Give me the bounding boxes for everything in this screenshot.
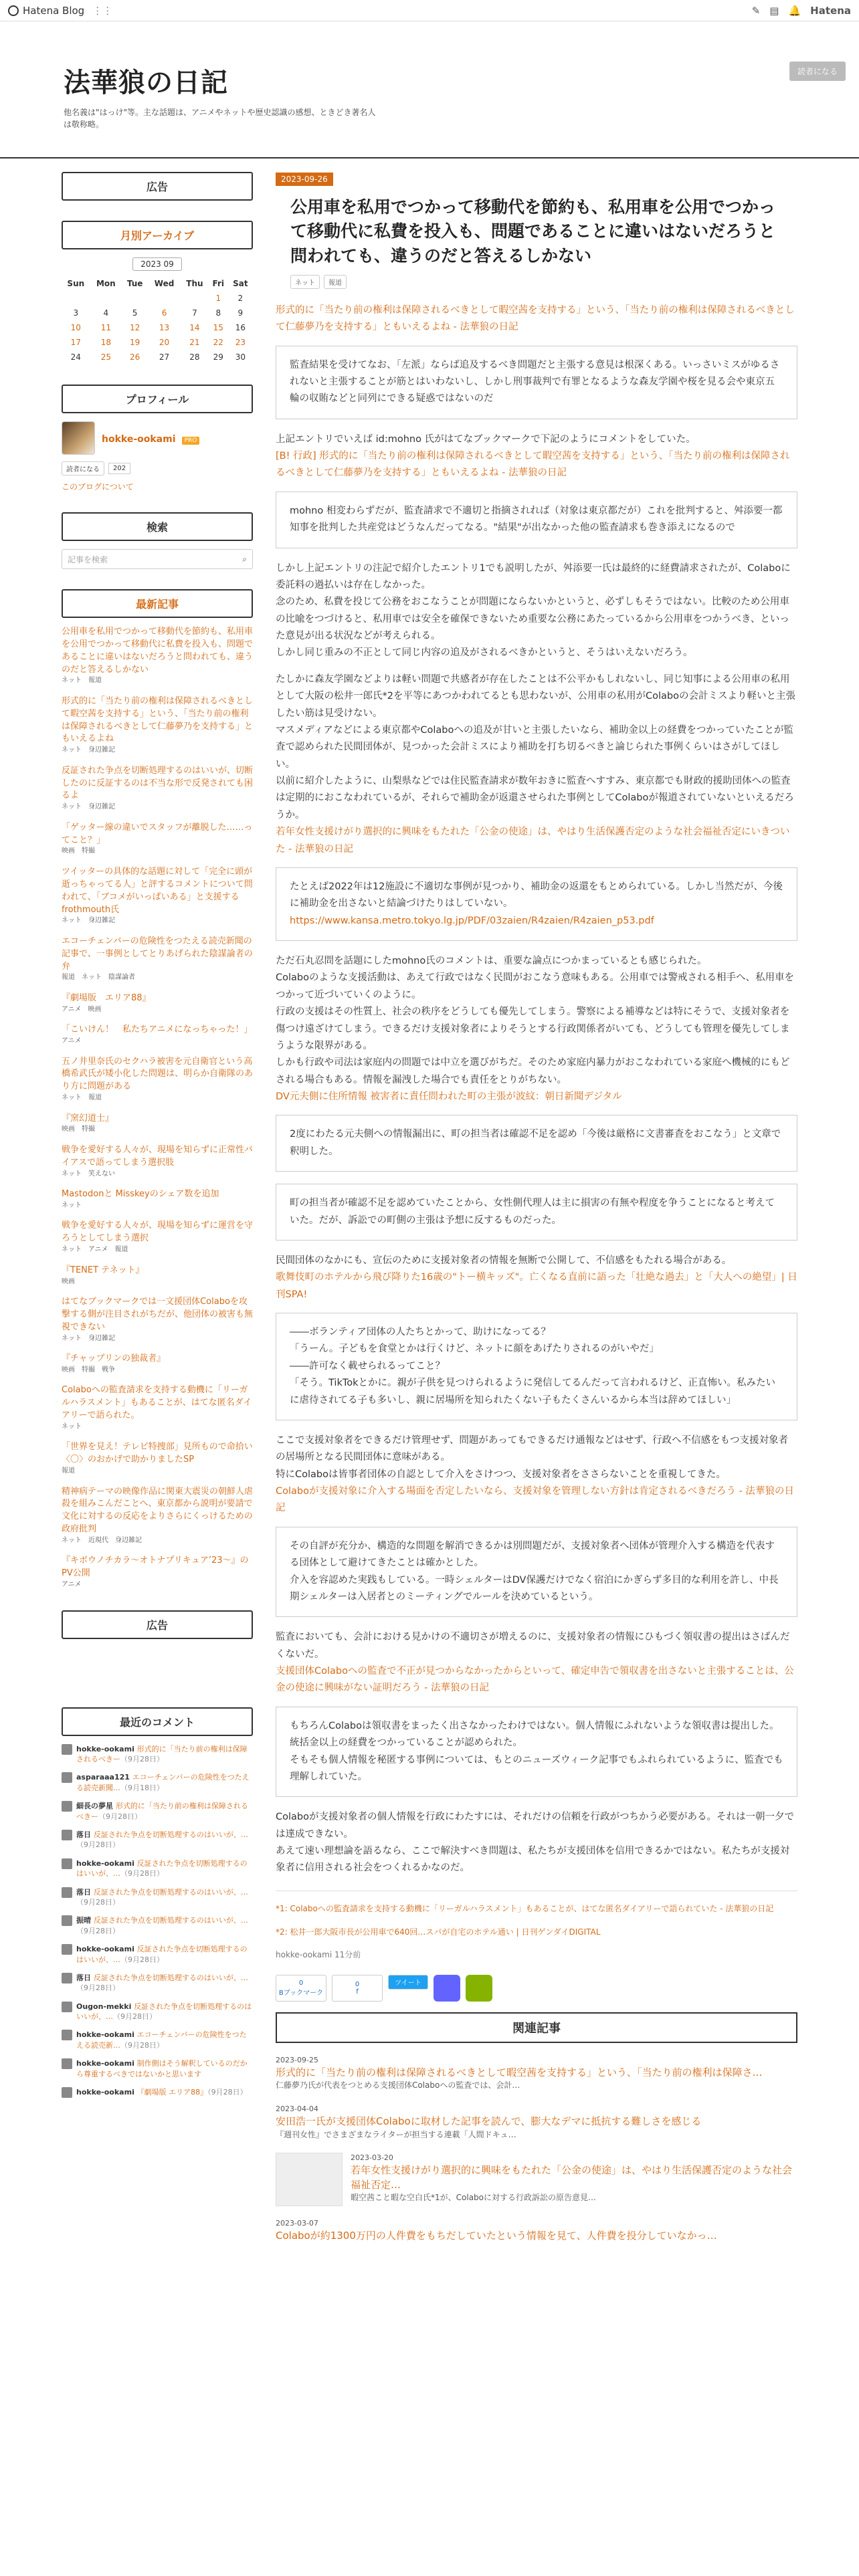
- profile-module: [62, 385, 253, 492]
- kansa-pdf-link[interactable]: https://www.kansa.metro.tokyo.lg.jp/PDF/03zaien/R4zaien/R4zaien_p53.pdf: [290, 915, 654, 926]
- calendar-day[interactable]: 29: [213, 352, 223, 362]
- hatena-blog-logo[interactable]: [8, 5, 112, 17]
- commenter-name[interactable]: 落日: [76, 1973, 94, 1982]
- recent-item[interactable]: [62, 1384, 253, 1432]
- comment-entry-link[interactable]: 反証された争点を切断処理するのはいいが、…: [76, 2002, 252, 2022]
- calendar-day-header: Sun: [67, 279, 85, 288]
- commenter-avatar-icon: [62, 2087, 72, 2098]
- related-title-link[interactable]: Colaboが約1300万円の人件費をもちだしていたという情報を見て、人件費を投分していなかっ…: [276, 2229, 717, 2242]
- ad2-module: [62, 1610, 253, 1687]
- recent-item-title[interactable]: 精神病テーマの映像作品に関東大震災の朝鮮人虐殺を組みこんだことへ、東京都から説明が要請で文化に対するの反応をよりさらにくっけるための政府批判: [62, 1486, 254, 1535]
- calendar-day: [90, 291, 122, 306]
- calendar-day[interactable]: 4: [103, 308, 109, 318]
- entry-tags: [276, 268, 797, 302]
- recent-item[interactable]: [62, 1441, 262, 1476]
- recent-item-cats[interactable]: ネット 報道: [62, 677, 102, 685]
- calendar-day[interactable]: 14: [189, 323, 200, 332]
- calendar-day[interactable]: 1: [215, 294, 221, 303]
- related-title-link[interactable]: 形式的に「当たり前の権利は保障されるべきとして暇空茜を支持する」という、「当たり前の権利は保障さ…: [276, 2066, 763, 2078]
- calendar-day[interactable]: 9: [237, 308, 244, 318]
- calendar-day[interactable]: 26: [129, 352, 140, 362]
- recent-item-title[interactable]: Colaboへの監査請求を支持する動機に「リーガルハラスメント」もあることが、はてな匿名ダイアリーで語られた。: [62, 1385, 252, 1421]
- entry-link-4[interactable]: 若年女性支援けがり選択的に興味をもたれた「公金の使途」は、やはり生活保護否定のような社会福祉否定にいきついた - 法華狼の日記: [276, 827, 790, 855]
- recent-item[interactable]: [62, 1024, 253, 1046]
- archive-month-select[interactable]: 2023 09: [132, 257, 182, 271]
- pro-badge: PRO: [182, 437, 200, 445]
- recent-item-cats[interactable]: ネット 身辺雑記: [62, 917, 115, 925]
- calendar-day-header: Tue: [126, 279, 143, 288]
- comment-date: （9月28日）: [120, 1955, 164, 1964]
- recent-item-title[interactable]: 「こいけん！ 私たちアニメになっちゃった！」: [62, 1025, 253, 1035]
- blockquote-8: もちろんColaboは領収書をまったく出さなかったわけではない。個人情報にふれないような領収書は提出した。統括金以上の経費をつかっていることが認められた。 そもそも個人情報を秘匿する事例については、もとのニューズウィーク記事でもふれられているように、監査でも理解しれていた。: [276, 1707, 797, 1798]
- related-title-link[interactable]: 若年女性支援けがり選択的に興味をもたれた「公金の使途」は、やはり生活保護否定のような社会福祉否定…: [351, 2163, 793, 2191]
- entry-footer: [276, 1949, 797, 1960]
- recent-item-title[interactable]: 『TENET テネット』: [62, 1265, 145, 1275]
- entry-ago[interactable]: 11分前: [334, 1949, 361, 1959]
- recent-title: 最新記事: [62, 589, 253, 618]
- comment-entry-link[interactable]: 反証された争点を切断処理するのはいいが、…: [76, 1945, 248, 1964]
- commenter-avatar-icon: [62, 1772, 72, 1783]
- related-title: 関連記事: [276, 2012, 797, 2043]
- entry-title[interactable]: 公用車を私用でつかって移動代を節約も、私用車を公用でつかって移動代に私費を投入も、問題であることに違いはないだろうと問われても、違うのだと答えるしかない: [290, 197, 776, 265]
- commenter-avatar-icon: [62, 1744, 72, 1755]
- related-item[interactable]: [276, 2055, 797, 2092]
- archive-module: [62, 221, 253, 364]
- sidebar: [62, 158, 262, 2575]
- calendar-day[interactable]: 3: [73, 308, 79, 318]
- recent-item-cats[interactable]: 報道 ネット 陰謀論者: [62, 974, 135, 982]
- calendar-day[interactable]: 18: [100, 338, 111, 347]
- recent-item[interactable]: [62, 1265, 253, 1287]
- recent-item[interactable]: [62, 695, 253, 756]
- related-thumbnail[interactable]: [276, 2153, 343, 2206]
- calendar-day[interactable]: 6: [161, 308, 167, 318]
- comment-item[interactable]: [62, 1801, 253, 1822]
- hatena-logo-icon: [8, 5, 19, 16]
- blockquote-2: mohno 相変わらずだが、監査請求で不適切と指摘されれば（対象は東京都だが）これを批判すると、舛添要一都知事を批判した共産党はどうなんだってなる。"結果"が出なかった他の監査請求も巻き添えになるので: [276, 492, 797, 548]
- comment-list: [62, 1744, 253, 2098]
- recent-item-title[interactable]: エコーチェンバーの危険性をつたえる読売新聞の記事で、一事例としてとりあげられた陰謀論者の弁: [62, 936, 253, 972]
- comment-entry-link[interactable]: 『劇場版 エリア88』: [136, 2088, 208, 2097]
- recent-item-title[interactable]: はてなブックマークでは一文援団体Colaboを攻撃する側が注目されがちだが、他団体の被害も無視できない: [62, 1297, 254, 1332]
- readers-count: 202: [108, 463, 130, 474]
- comment-date: （9月28日）: [207, 2088, 248, 2097]
- commenter-name[interactable]: 落日: [76, 1830, 94, 1839]
- calendar-day[interactable]: 27: [159, 352, 170, 362]
- recent-item-title[interactable]: 『キボウノチカラ〜オトナプリキュア’23〜』の PV公開: [62, 1555, 249, 1579]
- recent-item-title[interactable]: 戦争を愛好する人々が、現場を知らずに正常性バイアスで語ってしまう選択肢: [62, 1144, 254, 1168]
- recent-item[interactable]: [62, 1188, 253, 1210]
- calendar-day[interactable]: 5: [132, 308, 138, 318]
- recent-item[interactable]: [62, 765, 253, 813]
- related-item[interactable]: [276, 2104, 797, 2141]
- comment-date: （9月28日）: [76, 1983, 120, 1993]
- recent-item-title[interactable]: 「ゲッター線の違いでスタッフが離脱した……ってこと？」: [62, 822, 253, 845]
- edit-icon[interactable]: ✎: [751, 4, 761, 17]
- blockquote-6: ――ボランティア団体の人たちとかって、助けになってる？ 「うーん。子どもを食堂とかは行くけど、ネットに顔をあげたりされるのがいやだ」 ――許可なく載せられるってこと？ 「そう。TikTokとかに。親が子供を見つけられるように発信してるんだって言われるけど、正直怖い。私みたいに虐待されてる子も多いし、親に居場所を知られたくない子もたくさんいるから本当は辞めてほしい」: [276, 1313, 797, 1420]
- commenter-avatar-icon: [62, 1915, 72, 1926]
- calendar-day[interactable]: 28: [189, 352, 200, 362]
- recent-item[interactable]: [62, 1144, 253, 1179]
- comment-entry-link[interactable]: 制作側はそう解釈しているのだから尊重するべきではないかと思います: [76, 2059, 248, 2078]
- recent-item[interactable]: [62, 866, 253, 926]
- recent-item-cats[interactable]: ネット: [62, 1201, 82, 1209]
- related-title-link[interactable]: 安田浩一氏が支援団体Colaboに取材した記事を読んで、膨大なデマに抵抗する難しさを感じる: [276, 2115, 702, 2127]
- entry-link-7[interactable]: Colaboが支援対象に介入する場面を否定したいなら、支援対象を管理しない方針は肯定されるべきだろう - 法華狼の日記: [276, 1486, 794, 1514]
- recent-item-title[interactable]: ツイッターの具体的な話題に対して「完全に頭が逝っちゃってる人」と評するコメントについて問われて、「ブコメがいっぱいある」と支援するfrothmouth氏: [62, 866, 253, 915]
- commenter-avatar-icon: [62, 2058, 72, 2069]
- recent-item-cats[interactable]: アニメ 映画: [62, 1005, 102, 1013]
- comment-date: （9月18日）: [120, 1783, 164, 1792]
- top-bar: [0, 0, 859, 21]
- commenter-avatar-icon: [62, 1973, 72, 1983]
- commenter-name[interactable]: 落日: [76, 1887, 94, 1897]
- footnote-1[interactable]: *1: Colaboへの監査請求を支持する動機に「リーガルハラスメント」もあることが、はてな匿名ダイアリーで語られていた - 法華狼の日記: [276, 1903, 774, 1913]
- calendar-day[interactable]: 12: [129, 323, 140, 332]
- comment-item[interactable]: [62, 1858, 253, 1879]
- paragraph-3: しかし上記エントリの注記で紹介したエントリ1でも説明したが、舛添要一氏は最終的に経費請求されたが、Colaboに委託料の過払いは存在しなかった。 念のため、私費を投じて公務をおこなうことが問題にならないかというと、必ずしもそうではない。比較のため公用車の比喩をつづけると、私用車では安全を確保できないため重要な公務にあたっているから公用車をつかうべき、といった意見が出る状況などが考えられる。 しかし同じ重みの不正として同じ内容の追及がされるべきかというと、そうはいえないだろう。: [276, 562, 791, 659]
- recent-item[interactable]: [62, 822, 253, 857]
- archive-title[interactable]: 月別アーカイブ: [62, 221, 253, 249]
- calendar-day[interactable]: 30: [235, 352, 246, 362]
- recent-item-cats[interactable]: ネット 身辺雑記: [62, 746, 115, 754]
- recent-item-title[interactable]: 「世界を見え！テレビ特捜部」見所もので命拾い 〈〇〉のおかげで助かりましたSP: [62, 1442, 262, 1465]
- blog-description: 他名義は"はっけ"等。主な話題は、アニメやネットや歴史認識の感想、ときどき著名人 は敬称略。: [64, 108, 376, 129]
- calendar-day: [181, 291, 209, 306]
- share-buttons: [276, 1975, 797, 2002]
- comment-date: （9月28日）: [76, 1840, 120, 1850]
- misskey-share-icon[interactable]: [466, 1975, 492, 2002]
- recent-item[interactable]: [62, 936, 253, 983]
- calendar-day-header: Wed: [154, 279, 175, 288]
- facebook-share-button[interactable]: 0 f: [332, 1975, 383, 2002]
- recent-item-title[interactable]: 公用車を私用でつかって移動代を節約も、私用車を公用でつかって移動代に私費を投入も、問題であることに違いはないだろうと問われても、違うのだと答えるしかない: [62, 627, 254, 675]
- commenter-name[interactable]: hokke-ookami: [76, 1858, 137, 1868]
- commenter-name[interactable]: hokke-ookami: [76, 2088, 137, 2097]
- related-list: [276, 2055, 797, 2244]
- comment-date: （9月28日）: [120, 2040, 164, 2050]
- comment-entry-link[interactable]: 反証された争点を切断処理するのはいいが、…: [76, 1858, 248, 1879]
- recent-item-cats[interactable]: ネット 報道: [62, 1094, 102, 1102]
- recent-item-cats[interactable]: 映画: [62, 1277, 75, 1285]
- comment-entry-link[interactable]: エコーチェンバーの危険性をつたえる読売新聞…: [76, 1773, 250, 1792]
- recent-item-cats[interactable]: 報道: [62, 1467, 75, 1475]
- calendar-day[interactable]: 15: [213, 323, 223, 332]
- calendar-day[interactable]: 8: [215, 308, 221, 318]
- calendar-day[interactable]: 16: [235, 323, 246, 332]
- related-item[interactable]: [276, 2218, 797, 2244]
- calendar-day: [122, 291, 148, 306]
- comment-item[interactable]: [62, 2058, 253, 2079]
- profile-name[interactable]: hokke-ookami: [102, 433, 176, 445]
- recent-item-cats[interactable]: ネット 身辺雑記: [62, 1334, 115, 1342]
- calendar-day[interactable]: 25: [100, 352, 111, 362]
- search-module: [62, 512, 253, 569]
- blockquote-1: 監査結果を受けてなお、「左派」ならば追及するべき問題だと主張する意見は根深くある。いっさいミスがゆるされないと主張することが筋とはいわないし、しかし刑事裁判で有罪となるような森友学園や桜を見る会や東京五輪の収賄などと同列にできる疑惑ではないのだ: [276, 346, 797, 419]
- calendar-day: [148, 291, 181, 306]
- calendar-day[interactable]: 24: [70, 352, 81, 362]
- entry-author[interactable]: hokke-ookami: [276, 1949, 332, 1959]
- recent-item-cats[interactable]: 映画 特撮: [62, 847, 95, 855]
- recent-item-cats[interactable]: ネット 笑えない: [62, 1170, 115, 1178]
- calendar-day[interactable]: 13: [159, 323, 170, 332]
- comment-entry-link[interactable]: 反証された争点を切断処理するのはいいが、…: [93, 1973, 248, 1982]
- commenter-avatar-icon: [62, 1887, 72, 1898]
- search-input[interactable]: 記事を検索 ⌕: [62, 549, 253, 569]
- commenter-name[interactable]: 細長の夢星: [76, 1802, 116, 1811]
- recent-item[interactable]: [62, 1555, 253, 1590]
- entry-tag[interactable]: 報道: [324, 275, 347, 289]
- subscribe-button[interactable]: 読者になる: [789, 62, 846, 81]
- recent-item[interactable]: [62, 1353, 253, 1375]
- commenter-avatar-icon: [62, 1830, 72, 1840]
- recent-item-title[interactable]: 戦争を愛好する人々が、現場を知らずに運営を守ろうとしてしまう選択: [62, 1220, 254, 1244]
- comment-item[interactable]: [62, 1887, 253, 1908]
- recent-item-cats[interactable]: ネット アニメ 報道: [62, 1246, 128, 1254]
- entry-body: 形式的に「当たり前の権利は保障されるべきとして暇空茜を支持する」という、「当たり前の権利は保障されるべきとして仁藤夢乃を支持する」ともいえるよね - 法華狼の日記 監査結果を受けてなお、「左派」ならば追及するべき問題だと主張する意見は根深くある。いっさいミスがゆるされないと主張することが筋とはいわないし、しかし刑事裁判で有罪となるような森友学園や桜を見る会や東京五輪の収賄などと同列にできる疑惑ではないのだ 上記エントリでいえば id:mohno 氏がはてなブックマークで下記のようにコメントをしていた。 [B! 行政] 形式的に「当たり前の権利は保障されるべきとして暇空茜を支持する」という、「当たり前の権利は保障されるべきとして仁藤夢乃を支持する」ともいえるよね - 法華狼の日記 mohno 相変わらずだが、監査請求で不適切と指摘されれば（対象は東京都だが）これを批判すると、舛添要一都知事を批判した共産党はどうなんだってなる。"結果"が出なかった他の監査請求も巻き添えになるので しかし上記エントリの注記で紹介したエントリ1でも説明したが、舛添要一氏は最終的に経費請求されたが、Colaboに委託料の過払いは存在しなかった。 念のため、私費を投じて公務をおこなうことが問題にならないかというと、必ずしもそうではない。比較のため公用車の比喩をつづけると、私用車では安全を確保できないため重要な公務にあたっているから公用車をつかうべき、といった意見が出る状況などが考えられる。 しかし同じ重みの不正として同じ内容の追及がされるべきかというと、そうはいえないだろう。 たしかに森友学園などよりは軽い問題で共感者が存在したことは不公平かもしれないし、同じ知事による公用車の私用として大阪の松井一郎氏*2を平等にあつかわれてるとも思わないが、公用車の私用がColaboの会計ミスより軽いと主張したい筋は見受けない。 マスメディアなどによる東京都やColaboへの追及が甘いと主張したいなら、補助金以上の経費をつかっていたことが監査で認められた民間団体が、見つかった会計ミスにより補助を打ち切るべきと論じられた事例くらいはさがしてほしい。 以前に紹介したように、山梨県などでは住民監査請求が数年おきに監査へすすみ、東京都でも財政的援助団体への監査は定期的におこなわれているが、それらで補助金が返還させられた事例としてColaboが報道されていないといえるだろうか。 若年女性支援けがり選択的に興味をもたれた「公金の使途」は、やはり生活保護否定のような社会福祉否定にいきついた - 法華狼の日記 たとえば2022年は12施設に不適切な事例が見つかり、補助金の返還をもとめられている。しかし当然だが、今後に補助金を出さないと結論づけたりはしていない。 https://www.kansa.metro.tokyo.lg.jp/PDF/03zaien/R4zaien/R4zaien_p53.pdf ただ石丸忍問を話題にしたmohno氏のコメントは、重要な論点につかまっているとも感じられた。 Colaboのような支援活動は、あえて行政ではなく民間がおこなう意味もある。公用車では警戒される相手へ、私用車をつかって近づいていくのように。 行政の支援はその性質上、社会の秩序をどうしても優先してしまう。警察による補導などは特にそうで、支援対象者を傷つけ遠ざけてしまう。できるだけ支援対象者によりそうとする行政関係者がいても、どうしても管理を優先してしまうような限界がある。 しかも行政や司法は家庭内の問題では中立を選びがちだ。そのため家庭内暴力がおこなわれている家庭へ機械的にもどされる場合もある。情報を漏洩した場合でも責任をとりがちない。 DV元夫側に住所情報 被害者に責任問われた町の主張が波紋：朝日新聞デジタル 2度にわたる元夫側への情報漏出に、町の担当者は確認不足を認め「今後は厳格に文書審査をおこなう」と文章で釈明した。 町の担当者が確認不足を認めていたことから、女性側代理人は主に損害の有無や程度を争うことになると考えていた。だが、訴訟での町側の主張は予想に反するものだった。 民間団体のなかにも、宣伝のために支援対象者の情報を無断で公開して、不信感をもたれる場合がある。 歌舞伎町のホテルから飛び降りた16歳の"トー横キッズ"。亡くなる直前に語った「壮絶な過去」と「大人への絶望」| 日刊SPA! ――ボランティア団体の人たちとかって、助けになってる？ 「うーん。子どもを食堂とかは行くけど、ネットに顔をあげたりされるのがいやだ」 ――許可なく載せられるってこと？ 「そう。TikTokとかに。親が子供を見つけられるように発信してるんだって言われるけど、正直怖い。私みたいに虐待されてる子も多いし、親に居場所を知られたくない子もたくさんいるから本当は辞めてほしい」 ここで支援対象者をできるだけ管理せず、問題があってもできるだけ通報などはせず、行政へ不信感をもつ支援対象者の居場所となる民間団体に意味がある。 特にColaboは皆事者団体の自認として介入をさけつつ、支援対象者をささらないことを重視してきた。 Colaboが支援対象に介入する場面を否定したいなら、支援対象を管理しない方針は肯定されるべきだろう - 法華狼の日記 その自評が充分か、構造的な問題を解消できるかは別問題だが、支援対象者へ団体が管理介入する構造を代表する団体として避けてきたことは確かとした。 介入を容認めた実践もしている。一時シェルターはDV保護だけでなく宿泊にかぎらず多目的な利用を許し、中長期シェルターは入居者とのミーティングでルールを決めているという。 監査においても、会計における見かけの不適切さが増えるのに、支援対象者の情報にひもづく領収書の提出はさばんだくないだ。 支援団体Colaboへの監査で不正が見つからなかったからといって、確定申告で領収書を出さないと主張することは、公金の使途に興味がない証明だろう - 法華狼の日記 もちろんColaboは領収書をまったく出さなかったわけではない。個人情報にふれないような領収書は提出した。統括金以上の経費をつかっていることが認められた。 そもそも個人情報を秘匿する事例については、もとのニューズウィーク記事でもふれられているように、監査でも理解しれていた。 Colaboが支援対象者の個人情報を行政にわたすには、それだけの信頼を行政がつちかう必要がある。それは一朝一夕では達成できない。 あえて速い理想論を語るなら、ここで解決すべき問題は、私たちが支援団体を信用できるかではない。私たちが支援対象者に信用される社会をつくれるかなのだ。 *1: Colaboへの監査請求を支持する動機に「リーガルハラスメント」もあることが、はてな匿名ダイアリーで語られていた - 法華狼の日記 *2: 松井一郎大阪市長が公用車で640回…スパが自宅のホテル通い | 日刊ゲンダイDIGITAL: [276, 302, 797, 1939]
- commenter-name[interactable]: hokke-ookami: [76, 2030, 137, 2040]
- calendar-day[interactable]: 21: [189, 338, 200, 347]
- blockquote-3: たとえば2022年は12施設に不適切な事例が見つかり、補助金の返還をもとめられている。しかし当然だが、今後に補助金を出さないと結論づけたりはしていない。 https://www.kansa.metro.tokyo.lg.jp/PDF/03zaien/R4zaien/R4zaien_p53.pdf: [276, 867, 797, 941]
- calendar-day: [62, 291, 90, 306]
- recent-item-cats[interactable]: ネット 身辺雑記: [62, 803, 115, 811]
- comment-date: （9月28日）: [113, 2012, 157, 2022]
- comment-entry-link[interactable]: 反証された争点を切断処理するのはいいが、…: [93, 1887, 248, 1897]
- comment-date: （9月28日）: [76, 1926, 120, 1935]
- footnote-2[interactable]: *2: 松井一郎大阪市長が公用車で640回…スパが自宅のホテル通い | 日刊ゲンダイDIGITAL: [276, 1927, 601, 1937]
- commenter-name[interactable]: 振晴: [76, 1916, 94, 1925]
- recent-item-cats[interactable]: 映画 特撮: [62, 1125, 95, 1134]
- calendar-day[interactable]: 19: [129, 338, 140, 347]
- twitter-share-button[interactable]: ツイート: [388, 1975, 428, 1990]
- calendar-day[interactable]: 22: [213, 338, 223, 347]
- related-date: 2023-09-25: [276, 2055, 318, 2064]
- related-item[interactable]: [276, 2153, 797, 2206]
- recent-module: [62, 589, 262, 1590]
- comment-date: （9月28日）: [120, 1755, 164, 1764]
- comment-item[interactable]: [62, 1944, 253, 1965]
- mastodon-share-icon[interactable]: [434, 1975, 460, 2002]
- commenter-name[interactable]: hokke-ookami: [76, 2059, 137, 2068]
- calendar-day-header: Sat: [233, 279, 248, 288]
- profile-title: プロフィール: [62, 385, 253, 413]
- comment-entry-link[interactable]: エコーチェンバーの危険性をつたえる読売新…: [76, 2030, 247, 2050]
- hatena-account[interactable]: Hatena: [810, 4, 851, 17]
- calendar-day-header: Fri: [212, 279, 225, 288]
- comment-item[interactable]: [62, 1744, 253, 1765]
- comment-item[interactable]: [62, 1915, 253, 1936]
- brand-text: Hatena Blog: [23, 4, 85, 17]
- calendar-day[interactable]: 23: [235, 338, 246, 347]
- recent-item[interactable]: [62, 992, 253, 1014]
- entry-link-1[interactable]: 形式的に「当たり前の権利は保障されるべきとして暇空茜を支持する」という、「当たり前の権利は保障されるべきとして仁藤夢乃を支持する」ともいえるよね - 法華狼の日記: [276, 304, 795, 333]
- ad-module: [62, 172, 253, 201]
- commenter-name[interactable]: asparaaa121: [76, 1773, 132, 1782]
- recent-item-title[interactable]: 反証された争点を切断処理するのはいいが、切断したのに反証するのは不当な形で反発されても困るよ: [62, 765, 254, 801]
- recent-item-title[interactable]: 『劇場版 エリア88』: [62, 992, 151, 1003]
- bookmark-icon[interactable]: ▤: [769, 4, 779, 17]
- ad-title: 広告: [62, 172, 253, 201]
- recent-item[interactable]: [62, 1296, 253, 1344]
- comment-entry-link[interactable]: 反証された争点を切断処理するのはいいが、…: [93, 1916, 248, 1925]
- main-content: [276, 158, 797, 2575]
- blog-header: [0, 21, 859, 158]
- menu-icon[interactable]: ⋮⋮: [92, 4, 113, 17]
- about-link[interactable]: このブログについて: [62, 482, 134, 492]
- paragraph-9: Colaboが支援対象者の個人情報を行政にわたすには、それだけの信頼を行政がつちかう必要がある。それは一朝一夕では達成できない。 あえて速い理想論を語るなら、ここで解決すべき問題は、私たちが支援団体を信用できるかではない。私たちが支援対象者に信用される社会をつくれるかなのだ。: [276, 1812, 794, 1874]
- calendar-day[interactable]: 2: [237, 294, 244, 303]
- recent-item-cats[interactable]: アニメ: [62, 1037, 82, 1045]
- related-date: 2023-03-07: [276, 2218, 318, 2228]
- recent-item-title[interactable]: 『窯幻道士』: [62, 1113, 114, 1123]
- ad2-title: 広告: [62, 1610, 253, 1639]
- search-title: 検索: [62, 512, 253, 541]
- calendar-day[interactable]: 20: [159, 338, 170, 347]
- calendar-day[interactable]: 17: [70, 338, 81, 347]
- calendar-day[interactable]: 10: [70, 323, 81, 332]
- commenter-name[interactable]: hokke-ookami: [76, 1945, 137, 1954]
- commenter-name[interactable]: hokke-ookami: [76, 1744, 137, 1753]
- commenter-avatar-icon: [62, 1801, 72, 1812]
- recent-item-title[interactable]: Mastodonと Misskeyのシェア数を追加: [62, 1189, 219, 1200]
- entry-link-8[interactable]: 支援団体Colaboへの監査で不正が見つからなかったからといって、確定申告で領収書を出さないと主張することは、公金の使途に興味がない証明だろう - 法華狼の日記: [276, 1666, 794, 1694]
- related-excerpt: 『週刊女性』でさまざまなライターが担当する連載「人間ドキュ…: [276, 2129, 516, 2139]
- recent-item[interactable]: [62, 1486, 253, 1546]
- related-date: 2023-04-04: [276, 2104, 318, 2113]
- recent-item-cats[interactable]: アニメ: [62, 1581, 82, 1589]
- entry-link-5[interactable]: DV元夫側に住所情報 被害者に責任問われた町の主張が波紋：朝日新聞デジタル: [276, 1091, 622, 1102]
- blog-title[interactable]: 法華狼の日記: [64, 68, 228, 98]
- recent-item-title[interactable]: 『チャップリンの独裁者』: [62, 1354, 166, 1364]
- comment-entry-link[interactable]: 形式的に「当たり前の権利は保障されるべきー: [76, 1744, 248, 1764]
- comment-entry-link[interactable]: 反証された争点を切断処理するのはいいが、…: [93, 1830, 248, 1839]
- comment-item[interactable]: [62, 1973, 253, 1994]
- comment-entry-link[interactable]: 形式的に「当たり前の権利は保障されるべきー: [76, 1802, 248, 1821]
- comment-date: （9月28日）: [98, 1812, 142, 1821]
- recent-item-cats[interactable]: ネット 近現代 身辺雑記: [62, 1536, 142, 1544]
- recent-item[interactable]: [62, 1056, 253, 1103]
- comment-item[interactable]: [62, 2087, 253, 2098]
- blockquote-5: 町の担当者が確認不足を認めていたことから、女性側代理人は主に損害の有無や程度を争うことになると考えていた。だが、訴訟での町側の主張は予想に反するものだった。: [276, 1184, 797, 1241]
- entry-link-2[interactable]: [B! 行政] 形式的に「当たり前の権利は保障されるべきとして暇空茜を支持する」という、「当たり前の権利は保障されるべきとして仁藤夢乃を支持する」ともいえるよね - 法華狼の日記: [276, 451, 790, 479]
- calendar-day[interactable]: 11: [100, 323, 111, 332]
- calendar-day-header: Mon: [96, 279, 116, 288]
- comment-date: （9月28日）: [120, 1869, 164, 1879]
- avatar[interactable]: [62, 421, 95, 455]
- blockquote-4: 2度にわたる元夫側への情報漏出に、町の担当者は確認不足を認め「今後は厳格に文書審査をおこなう」と文章で釈明した。: [276, 1115, 797, 1172]
- comment-item[interactable]: [62, 2030, 253, 2050]
- commenter-avatar-icon: [62, 2002, 72, 2012]
- comment-item[interactable]: [62, 1830, 253, 1850]
- commenter-avatar-icon: [62, 1944, 72, 1955]
- recent-item[interactable]: [62, 1220, 253, 1255]
- recent-item[interactable]: [62, 1113, 253, 1135]
- hatena-bookmark-button[interactable]: 0 Bブックマーク: [276, 1975, 326, 2002]
- comment-date: （9月28日）: [76, 1897, 120, 1907]
- comment-item[interactable]: [62, 1772, 253, 1793]
- recent-item-cats[interactable]: ネット: [62, 1422, 82, 1430]
- recent-item-title[interactable]: 形式的に「当たり前の権利は保障されるべきとして暇空茜を支持する」という、「当たり前の権利は保障されるべきとして仁藤夢乃を支持する」ともいえるよね: [62, 695, 254, 744]
- calendar-day[interactable]: 7: [192, 308, 197, 318]
- subscribe-small-button[interactable]: 読者になる: [62, 461, 104, 475]
- entry-link-6[interactable]: 歌舞伎町のホテルから飛び降りた16歳の"トー横キッズ"。亡くなる直前に語った「壮絶な過去」と「大人への絶望」| 日刊SPA!: [276, 1272, 797, 1300]
- commenter-avatar-icon: [62, 2030, 72, 2040]
- comments-title: 最近のコメント: [62, 1707, 253, 1736]
- archive-calendar: [62, 276, 253, 364]
- entry-tag[interactable]: ネット: [290, 275, 320, 289]
- comments-module: [62, 1707, 253, 2098]
- search-icon[interactable]: ⌕: [242, 554, 247, 564]
- recent-list: [62, 626, 262, 1590]
- entry-date[interactable]: 2023-09-26: [276, 173, 333, 186]
- recent-item-cats[interactable]: 映画 特撮 戦争: [62, 1366, 115, 1374]
- related-excerpt: 仁藤夢乃氏が代表をつとめる支援団体Colaboへの監査では、会計…: [276, 2080, 520, 2090]
- comment-item[interactable]: [62, 2002, 253, 2022]
- blockquote-7: その自評が充分か、構造的な問題を解消できるかは別問題だが、支援対象者へ団体が管理介入する構造を代表する団体として避けてきたことは確かとした。 介入を容認めた実践もしている。一時シェルターはDV保護だけでなく宿泊にかぎらず多目的な利用を許し、中長期シェルターは入居者とのミーティングでルールを決めているという。: [276, 1527, 797, 1618]
- commenter-name[interactable]: Ougon-mekki: [76, 2002, 134, 2011]
- recent-item[interactable]: [62, 626, 253, 686]
- related-excerpt: 暇空茜こと暇な空白氏*1が、Colaboに対する行政訴訟の原告意見…: [351, 2193, 597, 2203]
- recent-item-title[interactable]: 五ノ井里奈氏のセクハラ被害を元自衛官という高橋希武氏が矮小化した問題は、明らか自衛隊のあり方に問題がある: [62, 1056, 254, 1092]
- commenter-avatar-icon: [62, 1858, 72, 1869]
- notification-icon[interactable]: 🔔: [788, 4, 801, 17]
- related-date: 2023-03-20: [351, 2153, 393, 2162]
- calendar-day-header: Thu: [186, 279, 203, 288]
